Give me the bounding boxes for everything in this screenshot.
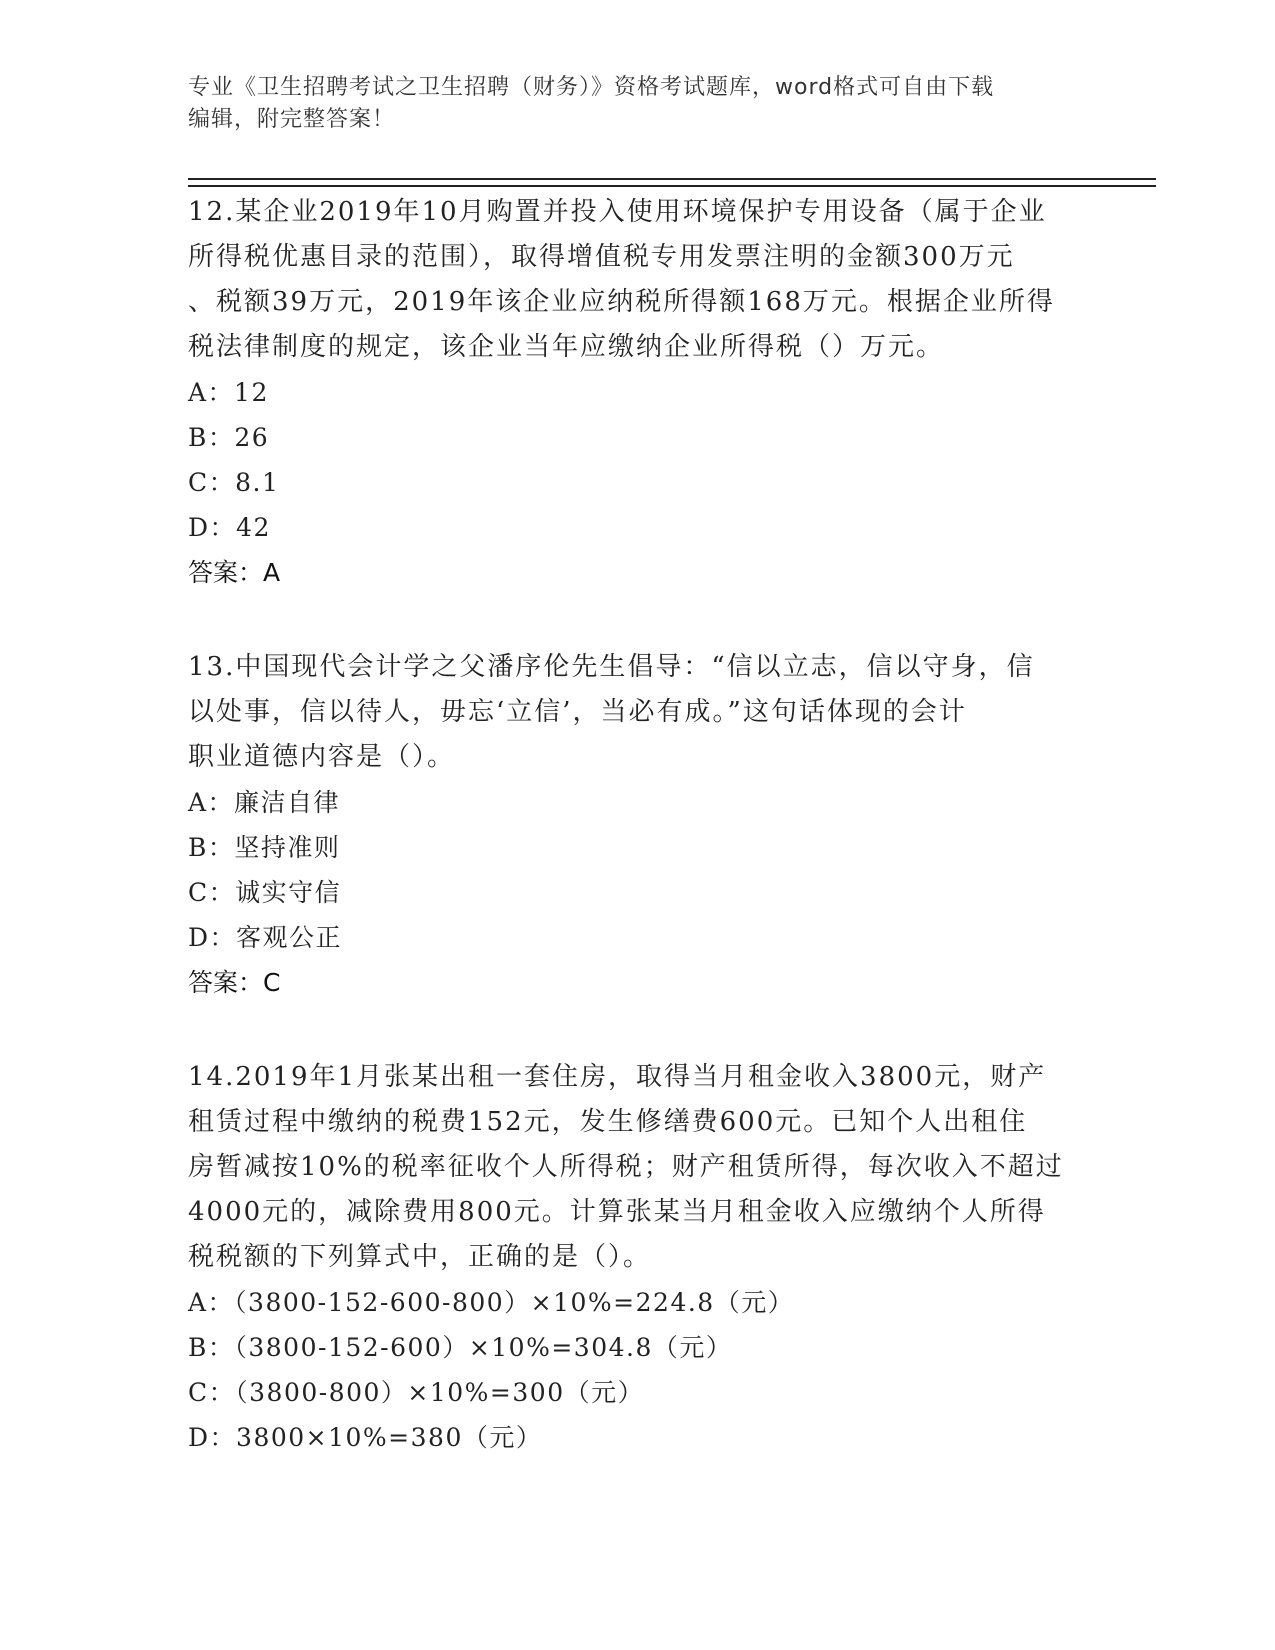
question-stem-line: 房暂减按10%的税率征收个人所得税；财产租赁所得，每次收入不超过	[188, 1152, 1064, 1182]
header-divider-bottom	[188, 185, 1156, 187]
question-stem-line: 12.某企业2019年10月购置并投入使用环境保护专用设备（属于企业	[188, 197, 1047, 227]
option-b: B：坚持准则	[188, 833, 341, 862]
answer-line: 答案：A	[188, 558, 281, 587]
question-stem-line: 租赁过程中缴纳的税费152元，发生修缮费600元。已知个人出租住	[188, 1107, 1028, 1137]
question-13	[188, 645, 1088, 1005]
document-header	[188, 72, 1088, 136]
question-stem-line: 税税额的下列算式中，正确的是（）。	[188, 1242, 652, 1272]
question-stem-line: 所得税优惠目录的范围），取得增值税专用发票注明的金额300万元	[188, 242, 1015, 272]
question-stem-line: 职业道德内容是（）。	[188, 742, 456, 772]
option-d: D：客观公正	[188, 923, 343, 952]
option-c: C：诚实守信	[188, 878, 342, 907]
header-divider-top	[188, 178, 1156, 180]
option-d: D：3800×10%=380（元）	[188, 1423, 543, 1452]
question-stem-line: 14.2019年1月张某出租一套住房，取得当月租金收入3800元，财产	[188, 1062, 1047, 1092]
option-a: A：廉洁自律	[188, 788, 341, 817]
question-12	[188, 190, 1088, 595]
question-14	[188, 1055, 1088, 1460]
option-b: B：（3800-152-600）×10%=304.8（元）	[188, 1333, 733, 1362]
answer-line: 答案：C	[188, 968, 281, 997]
question-stem-line: 税法律制度的规定，该企业当年应缴纳企业所得税（）万元。	[188, 332, 945, 362]
question-stem-line: 13.中国现代会计学之父潘序伦先生倡导：“信以立志，信以守身，信	[188, 652, 1035, 682]
option-c: C：（3800-800）×10%=300（元）	[188, 1378, 645, 1407]
option-d: D：42	[188, 513, 271, 542]
header-line-2: 编辑，附完整答案！	[188, 107, 396, 132]
option-a: A：12	[188, 378, 269, 407]
option-c: C：8.1	[188, 468, 280, 497]
header-line-1: 专业《卫生招聘考试之卫生招聘（财务）》资格考试题库，word格式可自由下载	[188, 75, 995, 100]
option-b: B：26	[188, 423, 270, 452]
question-stem-line: 、税额39万元，2019年该企业应纳税所得额168万元。根据企业所得	[188, 287, 1055, 317]
question-stem-line: 以处事，信以待人，毋忘‘立信’，当必有成。”这句话体现的会计	[188, 697, 967, 727]
question-stem-line: 4000元的，减除费用800元。计算张某当月租金收入应缴纳个人所得	[188, 1197, 1046, 1227]
option-a: A：（3800-152-600-800）×10%=224.8（元）	[188, 1288, 795, 1317]
